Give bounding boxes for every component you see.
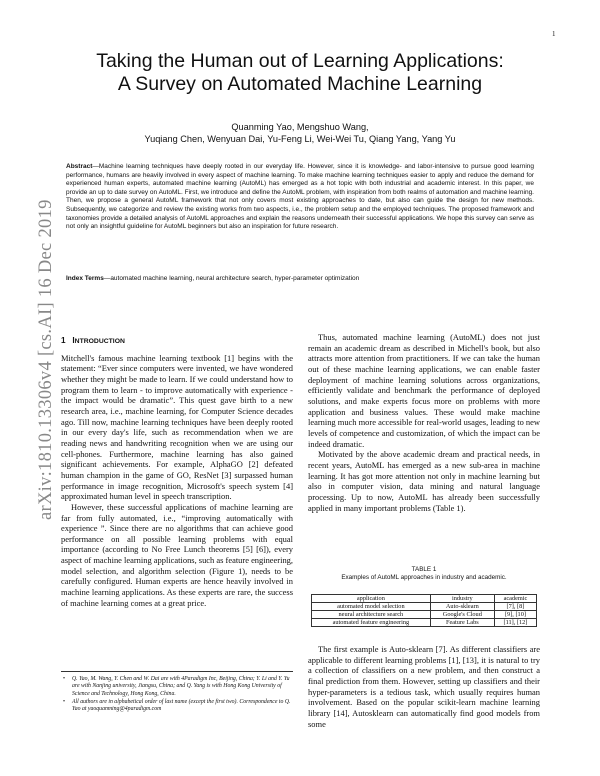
authors-line-2: Yuqiang Chen, Wenyuan Dai, Yu-Feng Li, Wei-Wei Tu, Qiang Yang, Yang Yu [144, 134, 456, 144]
paragraph: Thus, automated machine learning (AutoML) does not just remain an academic dream as described in Michell's book, but also attracts more attention from practitioners. If we can take the human out of these machine learning applications, we can enable faster deployment of machine learning solutions across organizations, efficiently validate and benchmark the performance of deployed solutions, and make experts focus more on problems with more application and business values. These would make machine learning much more accessible for real-world usages, leading to new levels of competence and customization, of which the impact can be indeed dramatic. [308, 332, 540, 449]
right-column [308, 332, 540, 513]
abstract [66, 163, 534, 232]
table-cell: [11], [12] [494, 619, 536, 627]
table-row [312, 619, 537, 627]
table-label: TABLE 1 [411, 566, 437, 573]
paragraph: Motivated by the above academic dream and practical needs, in recent years, AutoML has emerged as a new sub-area in machine learning. It has got more attention not only in machine learning but also in computer vision, data mining and natural language processing. Up to now, AutoML has already been successfully applied in many important problems (Table 1). [308, 449, 540, 513]
author-list [60, 121, 540, 145]
table-cell: [7], [8] [494, 603, 536, 611]
paragraph: However, these successful applications of machine learning are far from fully automated, i.e., “improving automatically with experience ”. Since there are no algorithms that can achieve good performance on all possible learning problems with equal importance (according to No Free Lunch theorems [5] [6]), every aspect of machine learning applications, such as feature engineering, model selection, and algorithm selection (Figure 1), needs to be carefully configured. Human experts are hence heavily involved in machine learning applications. As these experts are rare, the success of machine learning comes at a great price. [61, 501, 293, 608]
footnotes [61, 671, 293, 714]
table-header-row [312, 595, 537, 603]
table-caption [308, 566, 540, 582]
index-terms [66, 275, 534, 284]
table-caption-text: Examples of AutoML approaches in industry and academic. [341, 574, 507, 581]
table-row [312, 611, 537, 619]
table-row [312, 603, 537, 611]
paragraph: Mitchell's famous machine learning textbook [1] begins with the statement: “Ever since computers were invented, we have wondered whether they might be made to learn. If we could understand how to program them to learn - to improve automatically with experience - the impact would be dramatic”. This quest gave birth to a new research area, i.e., machine learning, for Computer Science decades ago. Till now, machine learning techniques have been deeply rooted in our every day's life, such as recommendation when we are reading news and handwriting recognition when we are using our cell-phones. Furthermore, machine learning has also gained significant achievements. For example, AlphaGO [2] defeated human champion in the game of GO, ResNet [3] surpassed human performance in image recognition, Microsoft's speech system [4] approximated human level in speech transcription. [61, 352, 293, 502]
table-cell: neural architecture search [312, 611, 431, 619]
arxiv-stamp: arXiv:1810.13306v4 [cs.AI] 16 Dec 2019 [36, 199, 56, 520]
bullet-icon: • [63, 698, 66, 705]
section-title-rest: NTRODUCTION [74, 338, 125, 345]
column-header: academic [494, 595, 536, 603]
section-heading [61, 336, 293, 348]
right-column-lower [308, 644, 540, 729]
table-cell: Auto-sklearn [430, 603, 494, 611]
bullet-icon: • [63, 676, 66, 682]
table-cell: automated model selection [312, 603, 431, 611]
footnote-text: Q. Yao, M. Wang, Y. Chen and W. Dai are with 4Paradigm Inc, Beijing, China; Y. Li and Y. Yu are with Nanjing university, Jiangsu, China; and Q. Yang is with Hong Kong University of Science and Technology, Hong Kong, China. [72, 676, 290, 697]
table-cell: Google's Cloud [430, 611, 494, 619]
column-header: application [312, 595, 431, 603]
paragraph: The first example is Auto-sklearn [7]. As different classifiers are applicable to different learning problems [1], [13], it is natural to try a collection of classifiers on a new problem, and then construct a final prediction from them. However, setting up classifiers and their hyper-parameters is a tedious task, which usually requires human involvement. Based on the popular scikit-learn machine learning library [14], Autosklearn can automatically find good models from some [308, 644, 540, 729]
table-cell: [9], [10] [494, 611, 536, 619]
page-number: 1 [552, 30, 556, 38]
abstract-text: —Machine learning techniques have deeply rooted in our everyday life. However, since it is knowledge- and labor-intensive to pursue good learning performance, humans are heavily involved in every aspect of machine learning. To make machine learning techniques easier to apply and reduce the demand for experienced human experts, automated machine learning (AutoML) has emerged as a hot topic with both industrial and academic interest. In this paper, we provide an up to date survey on AutoML. First, we introduce and define the AutoML problem, with inspiration from both realms of automation and machine learning. Then, we propose a general AutoML framework that not only covers most existing approaches to date, but also can guide the design for new methods. Subsequently, we categorize and review the existing works from two aspects, i.e., the problem setup and the employed techniques. The proposed framework and taxonomies provide a detailed analysis of AutoML approaches and explain the reasons underneath their successful applications. We hope this survey can serve as not only an insightful guideline for AutoML beginners but also an inspiration for future research. [66, 163, 534, 231]
left-column [61, 336, 293, 608]
index-terms-text: —automated machine learning, neural architecture search, hyper-parameter optimization [103, 275, 360, 282]
section-title-initial: I [72, 336, 75, 345]
title-line-2: A Survey on Automated Machine Learning [117, 73, 483, 95]
table-cell: Feature Labs [430, 619, 494, 627]
section-number: 1 [61, 336, 66, 345]
authors-line-1: Quanming Yao, Mengshuo Wang, [231, 122, 369, 132]
approaches-table [311, 594, 537, 627]
index-terms-lead: Index Terms [66, 275, 104, 282]
paper-title [60, 50, 540, 96]
footnote-text: All authors are in alphabetical order of last name (except the first two). Correspondence to Q. Yao at yaoquanming@4paradigm.com [72, 698, 291, 713]
footnote [61, 699, 293, 714]
abstract-lead: Abstract [66, 163, 93, 170]
footnote [61, 676, 293, 698]
table-cell: automated feature engineering [312, 619, 431, 627]
column-header: industry [430, 595, 494, 603]
title-line-1: Taking the Human out of Learning Applications: [96, 50, 504, 72]
